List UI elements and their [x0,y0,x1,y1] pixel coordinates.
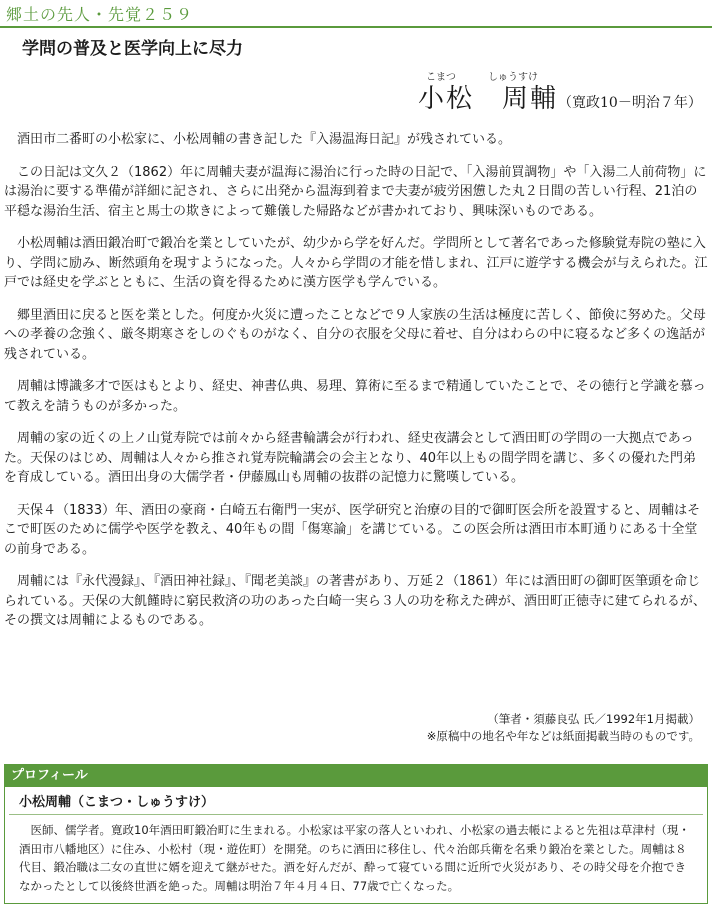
name-ruby-given: しゅうすけ [488,72,538,83]
paragraph: 酒田市二番町の小松家に、小松周輔の書き記した『入湯温海日記』が残されている。 [17,132,512,147]
profile-box [4,764,708,904]
article-body [4,130,708,644]
header-bar [0,0,712,28]
person-name: 小松 周輔 [418,84,559,114]
paragraph: 周輔には『永代漫録』、『酒田神社録』、『聞老美談』の著書があり、万延２（1861）年には酒田町の御町医筆頭を命じられている。天保の大飢饉時に窮民救済の功のあった白崎一実ら３人の功を称えた碑が、酒田町正徳寺に建てられるが、その撰文は周輔によるものである。 [4,574,706,628]
profile-name: 小松周輔（こまつ・しゅうすけ） [9,787,703,815]
profile-text: 医師、儒学者。寛政10年酒田町鍛冶町に生まれる。小松家は平家の落人といわれ、小松家の過去帳によると先祖は草津村（現・酒田市八幡地区）に住み、小松村（現・遊佐町）を開発。のちに酒田に移住し、代々治郎兵衛を名乗り鍛冶を業とした。周輔は８代目、鍛冶職は二女の直世に婿を迎えて継がせた。酒を好んだが、酔って寝ている間に近所で火災があり、その時父母を介抱できなかったとして以後終世酒を絶った。周輔は明治７年４月４日、77歳で亡くなった。 [19,823,690,893]
series-title: 郷土の先人・先覚２５９ [6,5,194,24]
profile-header: プロフィール [5,765,707,787]
byline [427,711,700,745]
paragraph: 周輔の家の近くの上ノ山覚寿院では前々から経書輪講会が行われ、経史夜講会として酒田町の学問の一大拠点であった。天保のはじめ、周輔は人々から推され覚寿院輪講会の会主となり、40年以上もの間学問を講じ、多くの優れた門弟を育成している。酒田出身の大儒学者・伊藤鳳山も周輔の抜群の記憶力に驚嘆している。 [4,431,697,485]
author-credit: （筆者・須藤良弘 氏／1992年1月掲載） [487,712,700,726]
paragraph: 小松周輔は酒田鍛冶町で鍛冶を業としていたが、幼少から学を好んだ。学問所として著名であった修験覚寿院の塾に入り、学問に励み、断然頭角を現すようになった。人々から学問の才能を惜しまれ、江戸に遊学する機会が与えられた。江戸では経史を学ぶとともに、生活の資を得るために漢方医学も学んでいる。 [4,236,708,290]
paragraph: 郷里酒田に戻ると医を業とした。何度か火災に遭ったことなどで９人家族の生活は極度に苦しく、節倹に努めた。父母への孝養の念強く、厳冬期寒さをしのぐものがなく、自分の衣服を父母に着せ、自分はわらの中に寝るなど多くの逸話が残されている。 [4,307,706,362]
article-title: 学問の普及と医学向上に尽力 [22,39,243,59]
paragraph: 周輔は博識多才で医はもとより、経史、神書仏典、易理、算術に至るまで精通していたことで、その徳行と学識を慕って教えを請うものが多かった。 [4,379,706,414]
paragraph: この日記は文久２（1862）年に周輔夫妻が温海に湯治に行った時の日記で、「入湯前買調物」や「入湯二人前荷物」には湯治に要する準備が詳細に記され、さらに出発から温海到着まで夫妻が疲労困憊した丸２日間の苦しい行程、21泊の平穏な湯治生活、宿主と馬士の欺きによって難儀した帰路などが書かれており、興味深いものである。 [4,164,707,219]
publication-note: ※原稿中の地名や年などは紙面掲載当時のものです。 [426,729,700,743]
name-block [418,68,708,118]
name-ruby-family: こまつ [426,72,456,83]
paragraph: 天保４（1833）年、酒田の豪商・白崎五右衛門一実が、医学研究と治療の目的で御町医会所を設置すると、周輔はそこで町医のために儒学や医学を教え、40年もの間「傷寒論」を講じている。この医会所は酒田市本町通りにある十全堂の前身である。 [4,502,701,557]
lifespan: （寛政10－明治７年） [558,95,702,111]
